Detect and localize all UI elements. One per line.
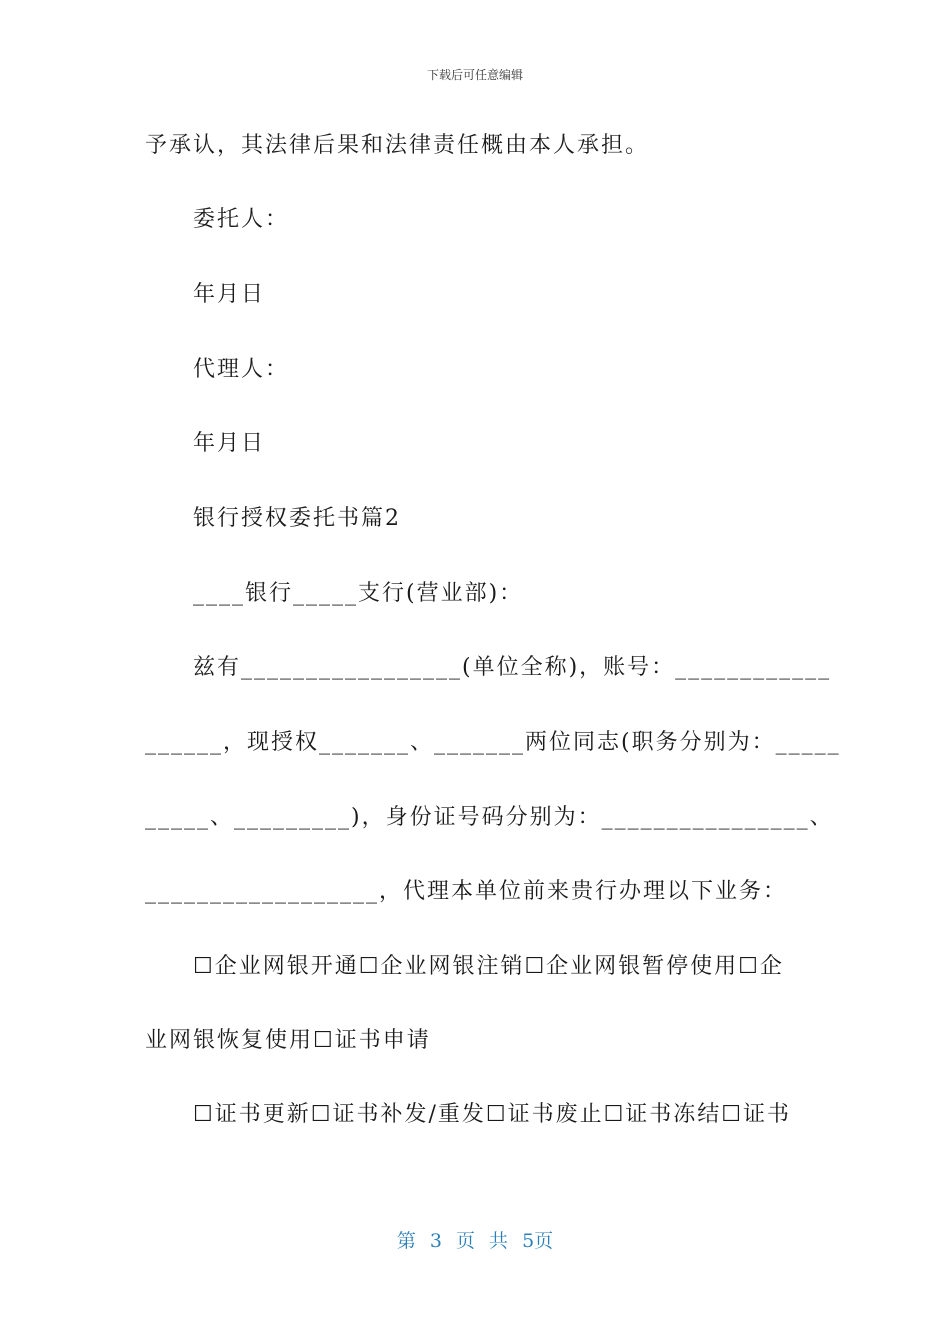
paragraph-line: 兹有_________________(单位全称)，账号：____________	[193, 655, 832, 680]
checkbox-options-line: ☐企业网银开通☐企业网银注销☐企业网银暂停使用☐企	[193, 954, 784, 979]
paragraph-line: __________________，代理本单位前来贵行办理以下业务：	[145, 879, 788, 904]
checkbox-options-line: 业网银恢复使用☐证书申请	[145, 1028, 431, 1053]
addressee-line: ____银行_____支行(营业部)：	[193, 581, 524, 606]
paragraph-line: 予承认，其法律后果和法律责任概由本人承担。	[145, 133, 650, 158]
principal-date: 年月日	[193, 282, 266, 307]
checkbox-options-line: ☐证书更新☐证书补发/重发☐证书废止☐证书冻结☐证书	[193, 1102, 792, 1127]
paragraph-line: _____、_________)，身份证号码分别为：________________、	[145, 805, 834, 830]
paragraph-line: ______，现授权_______、_______两位同志(职务分别为：_____	[145, 730, 841, 755]
agent-label: 代理人：	[193, 357, 290, 382]
agent-date: 年月日	[193, 431, 266, 456]
section-title: 银行授权委托书篇2	[193, 506, 401, 531]
page-header: 下载后可任意编辑	[426, 68, 523, 82]
page-footer: 第 3 页 共 5页	[396, 1230, 554, 1252]
principal-label: 委托人：	[193, 207, 290, 232]
